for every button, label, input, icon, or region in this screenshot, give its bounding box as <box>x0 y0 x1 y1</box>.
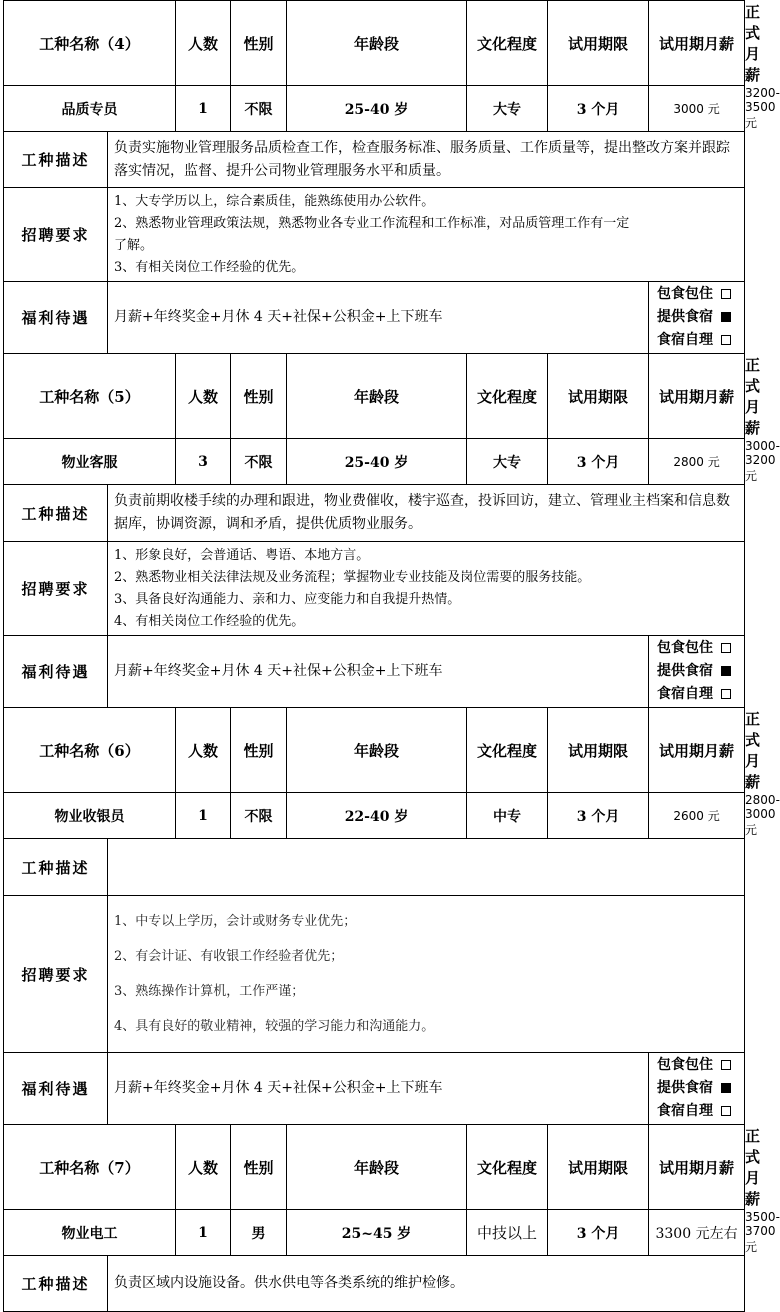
job-title-label: 工种名称（7） <box>4 1125 176 1210</box>
job-name: 物业电工 <box>4 1210 176 1256</box>
description-text: 负责实施物业管理服务品质检查工作，检查服务标准、服务质量、工作质量等，提出整改方案并跟踪落实情况，监督、提升公司物业管理服务水平和质量。 <box>108 132 745 188</box>
job-probation: 3 个月 <box>548 86 649 132</box>
job-header-row: 工种名称（6） 人数 性别 年龄段 文化程度 试用期限 试用期月薪 正式月薪 <box>4 708 745 793</box>
requirement-line: 4、具有良好的敬业精神，较强的学习能力和沟通能力。 <box>114 1019 435 1034</box>
job-title-label: 工种名称（5） <box>4 354 176 439</box>
requirement-line: 3、具备良好沟通能力、亲和力、应变能力和自我提升热情。 <box>114 591 461 607</box>
job-gender: 不限 <box>231 86 287 132</box>
unchecked-box-icon[interactable] <box>721 689 731 699</box>
requirement-line: 1、中专以上学历，会计或财务专业优先； <box>114 914 357 929</box>
requirements-row <box>4 896 745 1053</box>
job-age: 22-40 岁 <box>287 793 467 839</box>
requirements-text <box>108 188 745 282</box>
job-values-row: 物业电工 1 男 25~45 岁 中技以上 3 个月 3300 元左右 3500-3700 元 <box>4 1210 745 1256</box>
header-age: 年龄段 <box>287 1 467 86</box>
benefit-options <box>649 1053 745 1125</box>
requirement-line: 3、熟练操作计算机，工作严谨； <box>114 984 305 999</box>
header-education: 文化程度 <box>467 708 548 793</box>
job-probation: 3 个月 <box>548 793 649 839</box>
header-age: 年龄段 <box>287 1125 467 1210</box>
benefits-row <box>4 636 745 708</box>
job-count: 1 <box>176 1210 231 1256</box>
job-education: 中技以上 <box>467 1210 548 1256</box>
header-gender: 性别 <box>231 1125 287 1210</box>
header-age: 年龄段 <box>287 708 467 793</box>
description-label: 工种描述 <box>4 132 108 188</box>
job-values-row: 物业收银员 1 不限 22-40 岁 中专 3 个月 2600 元 2800-3000 元 <box>4 793 745 839</box>
benefit-option-label: 提供食宿 <box>657 309 714 325</box>
job-table <box>3 0 780 1312</box>
header-count: 人数 <box>176 1125 231 1210</box>
job-title-label: 工种名称（4） <box>4 1 176 86</box>
job-name: 物业收银员 <box>4 793 176 839</box>
header-count: 人数 <box>176 1 231 86</box>
header-education: 文化程度 <box>467 1125 548 1210</box>
header-probation: 试用期限 <box>548 1 649 86</box>
job-probation: 3 个月 <box>548 1210 649 1256</box>
benefit-option-label: 包食包住 <box>657 286 714 302</box>
benefit-option-label: 包食包住 <box>657 640 714 656</box>
header-count: 人数 <box>176 354 231 439</box>
header-education: 文化程度 <box>467 1 548 86</box>
job-probation: 3 个月 <box>548 439 649 485</box>
description-label: 工种描述 <box>4 485 108 542</box>
description-text: 负责前期收楼手续的办理和跟进，物业费催收，楼宇巡查，投诉回访，建立、管理业主档案和信息数据库，协调资源，调和矛盾，提供优质物业服务。 <box>108 485 745 542</box>
job-probation-salary: 2800 元 <box>649 439 745 485</box>
description-row <box>4 1256 745 1312</box>
job-education: 中专 <box>467 793 548 839</box>
requirements-label: 招聘要求 <box>4 896 108 1053</box>
benefit-option-label: 食宿自理 <box>657 332 714 348</box>
requirement-line: 1、大专学历以上，综合素质佳，能熟练使用办公软件。 <box>114 193 435 209</box>
description-row <box>4 485 745 542</box>
job-age: 25-40 岁 <box>287 86 467 132</box>
job-probation-salary: 2600 元 <box>649 793 745 839</box>
header-probation-salary: 试用期月薪 <box>649 1125 745 1210</box>
requirement-line: 4、有相关岗位工作经验的优先。 <box>114 613 305 629</box>
header-gender: 性别 <box>231 708 287 793</box>
benefit-option[interactable] <box>657 1100 740 1123</box>
benefits-text: 月薪+年终奖金+月休 4 天+社保+公积金+上下班车 <box>108 636 649 708</box>
benefits-label: 福利待遇 <box>4 636 108 708</box>
benefits-row <box>4 1053 745 1125</box>
job-name: 品质专员 <box>4 86 176 132</box>
job-name: 物业客服 <box>4 439 176 485</box>
unchecked-box-icon[interactable] <box>721 643 731 653</box>
job-probation-salary: 3000 元 <box>649 86 745 132</box>
job-title-label: 工种名称（6） <box>4 708 176 793</box>
requirement-line: 2、熟悉物业管理政策法规，熟悉物业各专业工作流程和工作标准，对品质管理工作有一定 <box>114 215 630 231</box>
header-probation-salary: 试用期月薪 <box>649 708 745 793</box>
benefits-label: 福利待遇 <box>4 282 108 354</box>
benefit-option[interactable] <box>657 1077 740 1100</box>
unchecked-box-icon[interactable] <box>721 289 731 299</box>
job-gender: 男 <box>231 1210 287 1256</box>
requirement-line: 2、有会计证、有收银工作经验者优先； <box>114 949 344 964</box>
benefit-option[interactable] <box>657 1054 740 1077</box>
benefit-option[interactable] <box>657 306 740 329</box>
header-gender: 性别 <box>231 1 287 86</box>
requirement-line: 了解。 <box>114 237 154 253</box>
description-row <box>4 839 745 896</box>
description-label: 工种描述 <box>4 839 108 896</box>
benefit-option[interactable] <box>657 283 740 306</box>
header-probation: 试用期限 <box>548 708 649 793</box>
job-gender: 不限 <box>231 439 287 485</box>
header-education: 文化程度 <box>467 354 548 439</box>
requirement-line: 3、有相关岗位工作经验的优先。 <box>114 259 305 275</box>
unchecked-box-icon[interactable] <box>721 1106 731 1116</box>
job-count: 1 <box>176 86 231 132</box>
job-header-row: 工种名称（7） 人数 性别 年龄段 文化程度 试用期限 试用期月薪 正式月薪 <box>4 1125 745 1210</box>
requirements-row <box>4 188 745 282</box>
header-age: 年龄段 <box>287 354 467 439</box>
checked-box-icon[interactable] <box>721 666 731 676</box>
description-label: 工种描述 <box>4 1256 108 1312</box>
unchecked-box-icon[interactable] <box>721 1060 731 1070</box>
header-probation-salary: 试用期月薪 <box>649 1 745 86</box>
requirements-row <box>4 542 745 636</box>
benefit-option-label: 提供食宿 <box>657 1080 714 1096</box>
description-text <box>108 839 745 896</box>
job-count: 3 <box>176 439 231 485</box>
job-age: 25~45 岁 <box>287 1210 467 1256</box>
job-education: 大专 <box>467 86 548 132</box>
job-header-row: 工种名称（4） 人数 性别 年龄段 文化程度 试用期限 试用期月薪 正式月薪 <box>4 1 745 86</box>
requirements-label: 招聘要求 <box>4 542 108 636</box>
benefit-options <box>649 636 745 708</box>
header-probation-salary: 试用期月薪 <box>649 354 745 439</box>
description-row <box>4 132 745 188</box>
job-age: 25-40 岁 <box>287 439 467 485</box>
benefit-option-label: 提供食宿 <box>657 663 714 679</box>
unchecked-box-icon[interactable] <box>721 335 731 345</box>
benefit-option[interactable] <box>657 683 740 706</box>
description-text: 负责区域内设施设备。供水供电等各类系统的维护检修。 <box>108 1256 745 1312</box>
benefits-text: 月薪+年终奖金+月休 4 天+社保+公积金+上下班车 <box>108 282 649 354</box>
header-gender: 性别 <box>231 354 287 439</box>
benefits-text: 月薪+年终奖金+月休 4 天+社保+公积金+上下班车 <box>108 1053 649 1125</box>
benefit-option[interactable] <box>657 637 740 660</box>
checked-box-icon[interactable] <box>721 312 731 322</box>
job-probation-salary: 3300 元左右 <box>649 1210 745 1256</box>
job-values-row: 品质专员 1 不限 25-40 岁 大专 3 个月 3000 元 3200-3500 元 <box>4 86 745 132</box>
job-count: 1 <box>176 793 231 839</box>
job-header-row: 工种名称（5） 人数 性别 年龄段 文化程度 试用期限 试用期月薪 正式月薪 <box>4 354 745 439</box>
header-probation: 试用期限 <box>548 1125 649 1210</box>
benefits-row <box>4 282 745 354</box>
requirements-label: 招聘要求 <box>4 188 108 282</box>
benefit-option[interactable] <box>657 329 740 352</box>
header-count: 人数 <box>176 708 231 793</box>
benefits-label: 福利待遇 <box>4 1053 108 1125</box>
benefit-option-label: 包食包住 <box>657 1057 714 1073</box>
benefit-option[interactable] <box>657 660 740 683</box>
job-gender: 不限 <box>231 793 287 839</box>
requirements-text <box>108 896 745 1053</box>
requirements-text <box>108 542 745 636</box>
benefit-options <box>649 282 745 354</box>
benefit-option-label: 食宿自理 <box>657 1103 714 1119</box>
job-values-row: 物业客服 3 不限 25-40 岁 大专 3 个月 2800 元 3000-3200 元 <box>4 439 745 485</box>
requirement-line: 2、熟悉物业相关法律法规及业务流程；掌握物业专业技能及岗位需要的服务技能。 <box>114 569 591 585</box>
benefit-option-label: 食宿自理 <box>657 686 714 702</box>
requirement-line: 1、形象良好，会普通话、粤语、本地方言。 <box>114 547 370 563</box>
job-education: 大专 <box>467 439 548 485</box>
checked-box-icon[interactable] <box>721 1083 731 1093</box>
header-probation: 试用期限 <box>548 354 649 439</box>
